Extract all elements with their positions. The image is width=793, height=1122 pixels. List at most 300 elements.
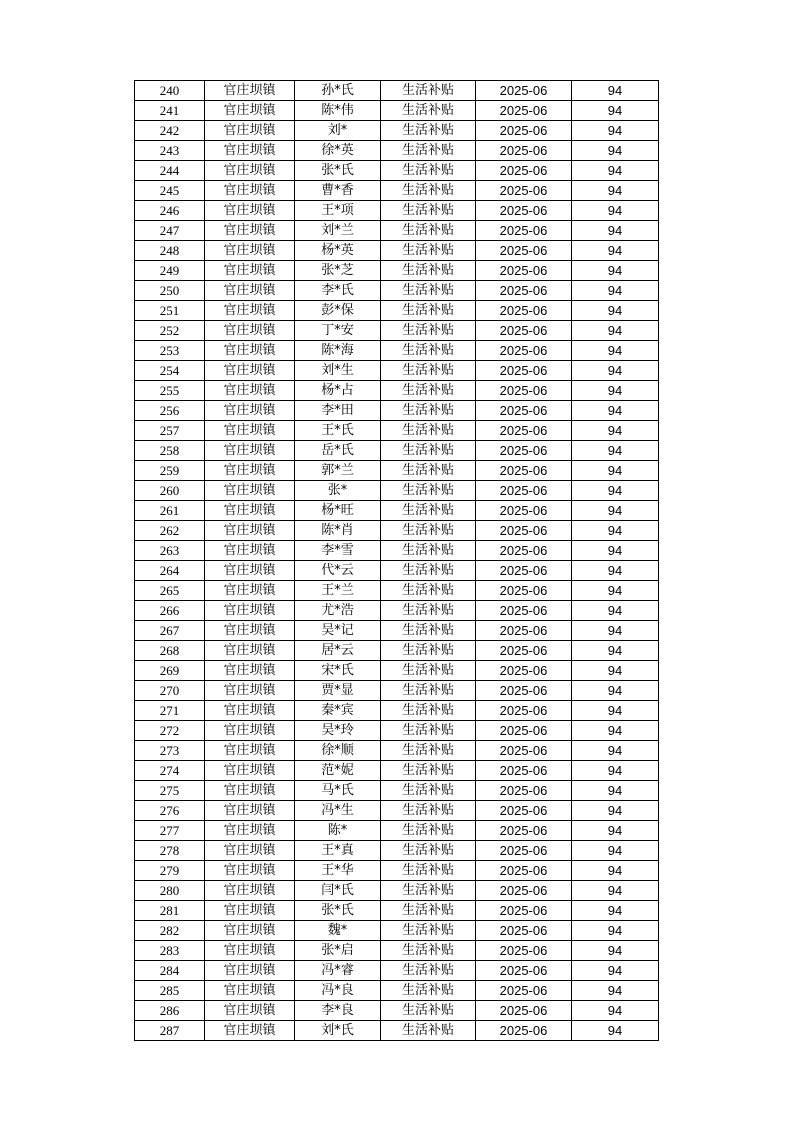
row-number-cell: 276 — [135, 801, 205, 821]
name-cell: 徐*英 — [295, 141, 381, 161]
name-cell: 马*氏 — [295, 781, 381, 801]
amount-cell: 94 — [572, 961, 659, 981]
town-cell: 官庄坝镇 — [205, 741, 295, 761]
amount-cell: 94 — [572, 261, 659, 281]
town-cell: 官庄坝镇 — [205, 401, 295, 421]
subsidy-type-cell: 生活补贴 — [381, 681, 476, 701]
table-row — [135, 941, 659, 961]
table-row — [135, 621, 659, 641]
table-row — [135, 741, 659, 761]
row-number-cell: 247 — [135, 221, 205, 241]
town-cell: 官庄坝镇 — [205, 941, 295, 961]
name-cell: 冯*生 — [295, 801, 381, 821]
amount-cell: 94 — [572, 421, 659, 441]
town-cell: 官庄坝镇 — [205, 541, 295, 561]
row-number-cell: 245 — [135, 181, 205, 201]
period-cell: 2025-06 — [476, 421, 572, 441]
table-row — [135, 281, 659, 301]
row-number-cell: 258 — [135, 441, 205, 461]
amount-cell: 94 — [572, 501, 659, 521]
subsidy-type-cell: 生活补贴 — [381, 761, 476, 781]
table-row — [135, 101, 659, 121]
subsidy-type-cell: 生活补贴 — [381, 821, 476, 841]
town-cell: 官庄坝镇 — [205, 421, 295, 441]
row-number-cell: 283 — [135, 941, 205, 961]
name-cell: 尤*浩 — [295, 601, 381, 621]
amount-cell: 94 — [572, 361, 659, 381]
amount-cell: 94 — [572, 1001, 659, 1021]
table-row — [135, 501, 659, 521]
table-row — [135, 881, 659, 901]
subsidy-type-cell: 生活补贴 — [381, 861, 476, 881]
town-cell: 官庄坝镇 — [205, 801, 295, 821]
table-row — [135, 861, 659, 881]
period-cell: 2025-06 — [476, 941, 572, 961]
table-row — [135, 421, 659, 441]
name-cell: 李*田 — [295, 401, 381, 421]
table-row — [135, 361, 659, 381]
subsidy-type-cell: 生活补贴 — [381, 521, 476, 541]
row-number-cell: 280 — [135, 881, 205, 901]
period-cell: 2025-06 — [476, 501, 572, 521]
period-cell: 2025-06 — [476, 981, 572, 1001]
name-cell: 李*雪 — [295, 541, 381, 561]
period-cell: 2025-06 — [476, 881, 572, 901]
row-number-cell: 269 — [135, 661, 205, 681]
name-cell: 刘* — [295, 121, 381, 141]
table-row — [135, 561, 659, 581]
town-cell: 官庄坝镇 — [205, 181, 295, 201]
name-cell: 王*氏 — [295, 421, 381, 441]
name-cell: 李*氏 — [295, 281, 381, 301]
amount-cell: 94 — [572, 281, 659, 301]
amount-cell: 94 — [572, 121, 659, 141]
subsidy-type-cell: 生活补贴 — [381, 441, 476, 461]
amount-cell: 94 — [572, 721, 659, 741]
amount-cell: 94 — [572, 81, 659, 101]
name-cell: 杨*英 — [295, 241, 381, 261]
subsidy-type-cell: 生活补贴 — [381, 461, 476, 481]
subsidy-type-cell: 生活补贴 — [381, 301, 476, 321]
name-cell: 范*妮 — [295, 761, 381, 781]
table-row — [135, 221, 659, 241]
name-cell: 吴*记 — [295, 621, 381, 641]
town-cell: 官庄坝镇 — [205, 341, 295, 361]
subsidy-type-cell: 生活补贴 — [381, 361, 476, 381]
table-row — [135, 981, 659, 1001]
subsidy-type-cell: 生活补贴 — [381, 481, 476, 501]
table-row — [135, 341, 659, 361]
row-number-cell: 255 — [135, 381, 205, 401]
row-number-cell: 249 — [135, 261, 205, 281]
table-row — [135, 681, 659, 701]
town-cell: 官庄坝镇 — [205, 281, 295, 301]
period-cell: 2025-06 — [476, 361, 572, 381]
period-cell: 2025-06 — [476, 101, 572, 121]
row-number-cell: 240 — [135, 81, 205, 101]
amount-cell: 94 — [572, 401, 659, 421]
subsidy-type-cell: 生活补贴 — [381, 101, 476, 121]
table-row — [135, 441, 659, 461]
subsidy-type-cell: 生活补贴 — [381, 561, 476, 581]
subsidy-type-cell: 生活补贴 — [381, 661, 476, 681]
town-cell: 官庄坝镇 — [205, 381, 295, 401]
table-row — [135, 961, 659, 981]
town-cell: 官庄坝镇 — [205, 221, 295, 241]
amount-cell: 94 — [572, 581, 659, 601]
table-row — [135, 581, 659, 601]
name-cell: 孙*氏 — [295, 81, 381, 101]
town-cell: 官庄坝镇 — [205, 761, 295, 781]
period-cell: 2025-06 — [476, 481, 572, 501]
amount-cell: 94 — [572, 341, 659, 361]
amount-cell: 94 — [572, 921, 659, 941]
table-row — [135, 801, 659, 821]
name-cell: 冯*良 — [295, 981, 381, 1001]
name-cell: 刘*生 — [295, 361, 381, 381]
period-cell: 2025-06 — [476, 141, 572, 161]
name-cell: 彭*保 — [295, 301, 381, 321]
amount-cell: 94 — [572, 1021, 659, 1041]
table-row — [135, 1001, 659, 1021]
name-cell: 秦*宾 — [295, 701, 381, 721]
row-number-cell: 286 — [135, 1001, 205, 1021]
town-cell: 官庄坝镇 — [205, 1021, 295, 1041]
row-number-cell: 273 — [135, 741, 205, 761]
table-row — [135, 141, 659, 161]
town-cell: 官庄坝镇 — [205, 481, 295, 501]
row-number-cell: 256 — [135, 401, 205, 421]
name-cell: 宋*氏 — [295, 661, 381, 681]
amount-cell: 94 — [572, 601, 659, 621]
amount-cell: 94 — [572, 841, 659, 861]
period-cell: 2025-06 — [476, 301, 572, 321]
subsidy-type-cell: 生活补贴 — [381, 221, 476, 241]
amount-cell: 94 — [572, 781, 659, 801]
amount-cell: 94 — [572, 381, 659, 401]
period-cell: 2025-06 — [476, 81, 572, 101]
town-cell: 官庄坝镇 — [205, 321, 295, 341]
town-cell: 官庄坝镇 — [205, 861, 295, 881]
period-cell: 2025-06 — [476, 401, 572, 421]
amount-cell: 94 — [572, 901, 659, 921]
subsidy-type-cell: 生活补贴 — [381, 1021, 476, 1041]
amount-cell: 94 — [572, 461, 659, 481]
row-number-cell: 279 — [135, 861, 205, 881]
amount-cell: 94 — [572, 161, 659, 181]
town-cell: 官庄坝镇 — [205, 81, 295, 101]
subsidy-type-cell: 生活补贴 — [381, 181, 476, 201]
town-cell: 官庄坝镇 — [205, 821, 295, 841]
town-cell: 官庄坝镇 — [205, 141, 295, 161]
town-cell: 官庄坝镇 — [205, 501, 295, 521]
table-row — [135, 601, 659, 621]
subsidy-type-cell: 生活补贴 — [381, 121, 476, 141]
name-cell: 曹*香 — [295, 181, 381, 201]
period-cell: 2025-06 — [476, 381, 572, 401]
subsidy-type-cell: 生活补贴 — [381, 321, 476, 341]
row-number-cell: 282 — [135, 921, 205, 941]
name-cell: 代*云 — [295, 561, 381, 581]
period-cell: 2025-06 — [476, 621, 572, 641]
town-cell: 官庄坝镇 — [205, 461, 295, 481]
amount-cell: 94 — [572, 661, 659, 681]
town-cell: 官庄坝镇 — [205, 841, 295, 861]
amount-cell: 94 — [572, 761, 659, 781]
row-number-cell: 241 — [135, 101, 205, 121]
period-cell: 2025-06 — [476, 741, 572, 761]
amount-cell: 94 — [572, 821, 659, 841]
table-row — [135, 761, 659, 781]
subsidy-type-cell: 生活补贴 — [381, 541, 476, 561]
period-cell: 2025-06 — [476, 861, 572, 881]
town-cell: 官庄坝镇 — [205, 901, 295, 921]
amount-cell: 94 — [572, 941, 659, 961]
amount-cell: 94 — [572, 701, 659, 721]
table-row — [135, 821, 659, 841]
name-cell: 王*兰 — [295, 581, 381, 601]
subsidy-type-cell: 生活补贴 — [381, 961, 476, 981]
table-row — [135, 921, 659, 941]
name-cell: 岳*氏 — [295, 441, 381, 461]
period-cell: 2025-06 — [476, 961, 572, 981]
name-cell: 陈* — [295, 821, 381, 841]
table-row — [135, 381, 659, 401]
amount-cell: 94 — [572, 321, 659, 341]
amount-cell: 94 — [572, 621, 659, 641]
town-cell: 官庄坝镇 — [205, 921, 295, 941]
table-row — [135, 841, 659, 861]
row-number-cell: 244 — [135, 161, 205, 181]
subsidy-type-cell: 生活补贴 — [381, 1001, 476, 1021]
table-row — [135, 461, 659, 481]
table-row — [135, 81, 659, 101]
period-cell: 2025-06 — [476, 201, 572, 221]
row-number-cell: 278 — [135, 841, 205, 861]
row-number-cell: 274 — [135, 761, 205, 781]
row-number-cell: 250 — [135, 281, 205, 301]
row-number-cell: 243 — [135, 141, 205, 161]
row-number-cell: 285 — [135, 981, 205, 1001]
row-number-cell: 270 — [135, 681, 205, 701]
subsidy-type-cell: 生活补贴 — [381, 701, 476, 721]
town-cell: 官庄坝镇 — [205, 981, 295, 1001]
table-row — [135, 261, 659, 281]
amount-cell: 94 — [572, 181, 659, 201]
amount-cell: 94 — [572, 101, 659, 121]
row-number-cell: 277 — [135, 821, 205, 841]
period-cell: 2025-06 — [476, 461, 572, 481]
table-row — [135, 781, 659, 801]
table-row — [135, 541, 659, 561]
subsidy-type-cell: 生活补贴 — [381, 581, 476, 601]
period-cell: 2025-06 — [476, 781, 572, 801]
period-cell: 2025-06 — [476, 521, 572, 541]
period-cell: 2025-06 — [476, 321, 572, 341]
subsidy-type-cell: 生活补贴 — [381, 941, 476, 961]
name-cell: 王*项 — [295, 201, 381, 221]
subsidy-type-cell: 生活补贴 — [381, 141, 476, 161]
period-cell: 2025-06 — [476, 1021, 572, 1041]
table-row — [135, 901, 659, 921]
amount-cell: 94 — [572, 641, 659, 661]
town-cell: 官庄坝镇 — [205, 121, 295, 141]
town-cell: 官庄坝镇 — [205, 641, 295, 661]
town-cell: 官庄坝镇 — [205, 521, 295, 541]
row-number-cell: 284 — [135, 961, 205, 981]
name-cell: 陈*肖 — [295, 521, 381, 541]
table-row — [135, 721, 659, 741]
row-number-cell: 261 — [135, 501, 205, 521]
subsidy-type-cell: 生活补贴 — [381, 421, 476, 441]
subsidy-type-cell: 生活补贴 — [381, 601, 476, 621]
town-cell: 官庄坝镇 — [205, 201, 295, 221]
period-cell: 2025-06 — [476, 221, 572, 241]
subsidy-type-cell: 生活补贴 — [381, 281, 476, 301]
name-cell: 张* — [295, 481, 381, 501]
table-row — [135, 701, 659, 721]
subsidy-type-cell: 生活补贴 — [381, 981, 476, 1001]
row-number-cell: 252 — [135, 321, 205, 341]
period-cell: 2025-06 — [476, 541, 572, 561]
period-cell: 2025-06 — [476, 641, 572, 661]
table-row — [135, 641, 659, 661]
amount-cell: 94 — [572, 861, 659, 881]
table-row — [135, 181, 659, 201]
name-cell: 王*华 — [295, 861, 381, 881]
row-number-cell: 257 — [135, 421, 205, 441]
subsidy-type-cell: 生活补贴 — [381, 81, 476, 101]
period-cell: 2025-06 — [476, 761, 572, 781]
amount-cell: 94 — [572, 541, 659, 561]
subsidy-type-cell: 生活补贴 — [381, 801, 476, 821]
town-cell: 官庄坝镇 — [205, 361, 295, 381]
name-cell: 丁*安 — [295, 321, 381, 341]
row-number-cell: 259 — [135, 461, 205, 481]
subsidy-type-cell: 生活补贴 — [381, 261, 476, 281]
table-row — [135, 241, 659, 261]
subsidy-type-cell: 生活补贴 — [381, 501, 476, 521]
name-cell: 王*真 — [295, 841, 381, 861]
subsidy-type-cell: 生活补贴 — [381, 621, 476, 641]
amount-cell: 94 — [572, 301, 659, 321]
row-number-cell: 275 — [135, 781, 205, 801]
subsidy-type-cell: 生活补贴 — [381, 641, 476, 661]
subsidy-type-cell: 生活补贴 — [381, 401, 476, 421]
town-cell: 官庄坝镇 — [205, 601, 295, 621]
name-cell: 李*良 — [295, 1001, 381, 1021]
period-cell: 2025-06 — [476, 581, 572, 601]
name-cell: 刘*氏 — [295, 1021, 381, 1041]
amount-cell: 94 — [572, 741, 659, 761]
name-cell: 陈*伟 — [295, 101, 381, 121]
row-number-cell: 253 — [135, 341, 205, 361]
row-number-cell: 266 — [135, 601, 205, 621]
subsidy-type-cell: 生活补贴 — [381, 901, 476, 921]
table-row — [135, 321, 659, 341]
town-cell: 官庄坝镇 — [205, 561, 295, 581]
period-cell: 2025-06 — [476, 701, 572, 721]
town-cell: 官庄坝镇 — [205, 721, 295, 741]
period-cell: 2025-06 — [476, 261, 572, 281]
period-cell: 2025-06 — [476, 721, 572, 741]
table-row — [135, 201, 659, 221]
name-cell: 郭*兰 — [295, 461, 381, 481]
town-cell: 官庄坝镇 — [205, 301, 295, 321]
table-row — [135, 1021, 659, 1041]
row-number-cell: 260 — [135, 481, 205, 501]
town-cell: 官庄坝镇 — [205, 961, 295, 981]
row-number-cell: 271 — [135, 701, 205, 721]
name-cell: 吴*玲 — [295, 721, 381, 741]
subsidy-type-cell: 生活补贴 — [381, 881, 476, 901]
town-cell: 官庄坝镇 — [205, 621, 295, 641]
period-cell: 2025-06 — [476, 441, 572, 461]
amount-cell: 94 — [572, 981, 659, 1001]
town-cell: 官庄坝镇 — [205, 1001, 295, 1021]
town-cell: 官庄坝镇 — [205, 581, 295, 601]
town-cell: 官庄坝镇 — [205, 441, 295, 461]
period-cell: 2025-06 — [476, 181, 572, 201]
row-number-cell: 265 — [135, 581, 205, 601]
period-cell: 2025-06 — [476, 1001, 572, 1021]
town-cell: 官庄坝镇 — [205, 161, 295, 181]
period-cell: 2025-06 — [476, 681, 572, 701]
name-cell: 徐*顺 — [295, 741, 381, 761]
town-cell: 官庄坝镇 — [205, 661, 295, 681]
table-row — [135, 161, 659, 181]
period-cell: 2025-06 — [476, 121, 572, 141]
amount-cell: 94 — [572, 221, 659, 241]
row-number-cell: 246 — [135, 201, 205, 221]
name-cell: 冯*睿 — [295, 961, 381, 981]
amount-cell: 94 — [572, 521, 659, 541]
row-number-cell: 272 — [135, 721, 205, 741]
name-cell: 闫*氏 — [295, 881, 381, 901]
subsidy-type-cell: 生活补贴 — [381, 841, 476, 861]
row-number-cell: 281 — [135, 901, 205, 921]
name-cell: 张*芝 — [295, 261, 381, 281]
amount-cell: 94 — [572, 481, 659, 501]
row-number-cell: 287 — [135, 1021, 205, 1041]
row-number-cell: 248 — [135, 241, 205, 261]
town-cell: 官庄坝镇 — [205, 241, 295, 261]
row-number-cell: 267 — [135, 621, 205, 641]
name-cell: 陈*海 — [295, 341, 381, 361]
amount-cell: 94 — [572, 561, 659, 581]
name-cell: 张*启 — [295, 941, 381, 961]
amount-cell: 94 — [572, 441, 659, 461]
period-cell: 2025-06 — [476, 921, 572, 941]
row-number-cell: 268 — [135, 641, 205, 661]
row-number-cell: 264 — [135, 561, 205, 581]
subsidy-type-cell: 生活补贴 — [381, 921, 476, 941]
table-row — [135, 521, 659, 541]
subsidy-type-cell: 生活补贴 — [381, 741, 476, 761]
period-cell: 2025-06 — [476, 281, 572, 301]
table-row — [135, 401, 659, 421]
name-cell: 张*氏 — [295, 161, 381, 181]
name-cell: 杨*旺 — [295, 501, 381, 521]
table-row — [135, 481, 659, 501]
subsidy-type-cell: 生活补贴 — [381, 781, 476, 801]
amount-cell: 94 — [572, 201, 659, 221]
row-number-cell: 254 — [135, 361, 205, 381]
period-cell: 2025-06 — [476, 161, 572, 181]
subsidy-type-cell: 生活补贴 — [381, 201, 476, 221]
period-cell: 2025-06 — [476, 821, 572, 841]
amount-cell: 94 — [572, 681, 659, 701]
